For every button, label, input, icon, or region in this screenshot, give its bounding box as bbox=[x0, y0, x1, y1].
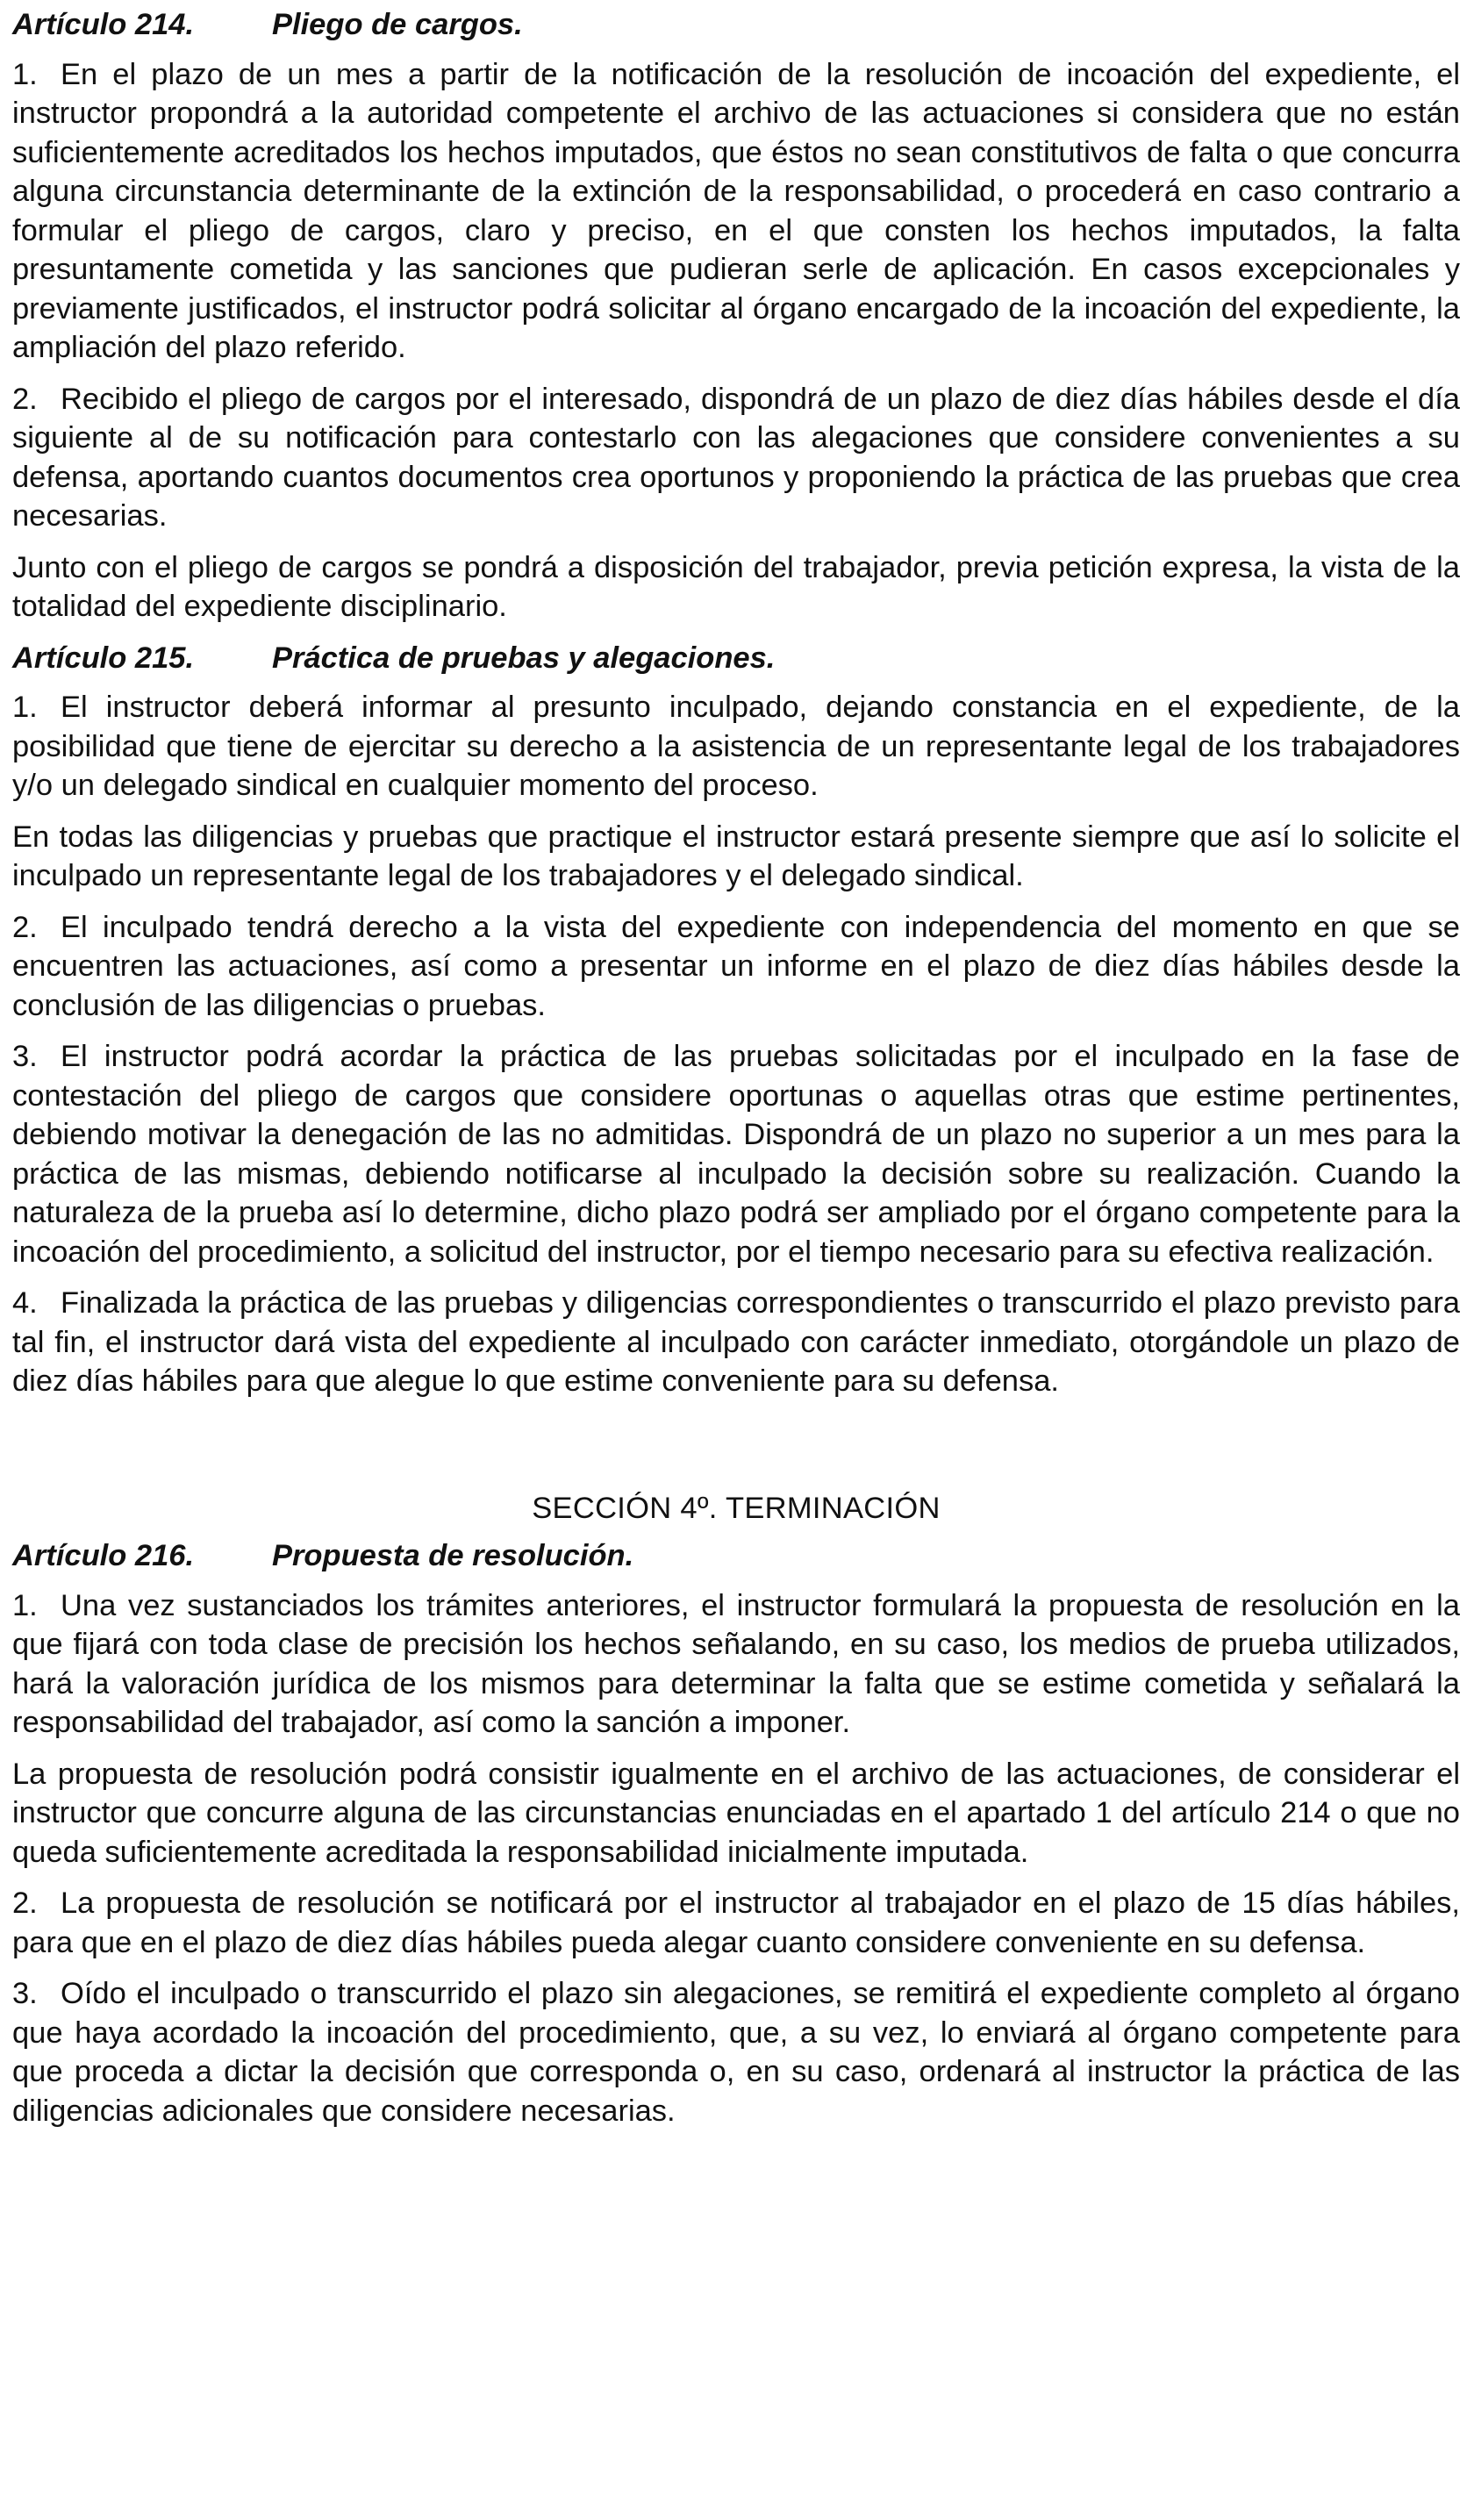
paragraph bbox=[12, 1284, 1460, 1401]
paragraph bbox=[12, 908, 1460, 1026]
paragraph bbox=[12, 1884, 1460, 1962]
paragraph bbox=[12, 1586, 1460, 1743]
article-number: Artículo 214. bbox=[12, 8, 195, 41]
paragraph-number: 2. bbox=[12, 910, 38, 944]
paragraph bbox=[12, 380, 1460, 536]
paragraph-text: La propuesta de resolución podrá consistir igualmente en el archivo de las actuaciones, de considerar el instructor que concurre alguna de las circunstancias enunciadas en el apartado 1 del artículo 214 o que no queda suficientemente acreditada la responsabilidad inicialmente imputada. bbox=[12, 1757, 1460, 1869]
article-216-heading bbox=[12, 1536, 1460, 1576]
article-title: Propuesta de resolución. bbox=[272, 1539, 634, 1572]
paragraph-number: 1. bbox=[12, 57, 38, 91]
paragraph-text: El inculpado tendrá derecho a la vista del expediente con independencia del momento en que se encuentren las actuaciones, así como a presentar un informe en el plazo de diez días hábiles desde la conclusión de las diligencias o pruebas. bbox=[12, 910, 1460, 1022]
paragraph-text: Junto con el pliego de cargos se pondrá a disposición del trabajador, previa petición expresa, la vista de la totalidad del expediente disciplinario. bbox=[12, 550, 1460, 623]
paragraph-number: 3. bbox=[12, 1977, 38, 2010]
paragraph bbox=[12, 818, 1460, 896]
article-number: Artículo 215. bbox=[12, 641, 195, 675]
paragraph-text: Una vez sustanciados los trámites anteriores, el instructor formulará la propuesta de resolución en la que fijará con toda clase de precisión los hechos señalando, en su caso, los medios de prueba utilizados, hará la valoración jurídica de los mismos para determinar la falta que se estime cometida y señalará la responsabilidad del trabajador, así como la sanción a imponer. bbox=[12, 1588, 1460, 1739]
paragraph bbox=[12, 548, 1460, 626]
paragraph-number: 2. bbox=[12, 382, 38, 416]
paragraph-text: En el plazo de un mes a partir de la notificación de la resolución de incoación del expediente, el instructor propondrá a la autoridad competente el archivo de las actuaciones si considera que no están suficientemente acreditados los hechos imputados, que éstos no sean constitutivos de falta o que concurra alguna circunstancia determinante de la extinción de la responsabilidad, o procederá en caso contrario a formular el pliego de cargos, claro y preciso, en el que consten los hechos imputados, la falta presuntamente cometida y las sanciones que pudieran serle de aplicación. En casos excepcionales y previamente justificados, el instructor podrá solicitar al órgano encargado de la incoación del expediente, la ampliación del plazo referido. bbox=[12, 57, 1460, 364]
paragraph bbox=[12, 1037, 1460, 1271]
paragraph-text: La propuesta de resolución se notificará por el instructor al trabajador en el plazo de 15 días hábiles, para que en el plazo de diez días hábiles pueda alegar cuanto considere conveniente en su defensa. bbox=[12, 1886, 1460, 1959]
paragraph-text: En todas las diligencias y pruebas que practique el instructor estará presente siempre que así lo solicite el inculpado un representante legal de los trabajadores y el delegado sindical. bbox=[12, 820, 1460, 892]
article-title: Práctica de pruebas y alegaciones. bbox=[272, 641, 776, 675]
section-title: SECCIÓN 4º. TERMINACIÓN bbox=[532, 1491, 941, 1525]
article-215-heading bbox=[12, 639, 1460, 678]
paragraph-text: Oído el inculpado o transcurrido el plazo sin alegaciones, se remitirá el expediente completo al órgano que haya acordado la incoación del procedimiento, que, a su vez, lo enviará al órgano competente para que proceda a dictar la decisión que corresponda o, en su caso, ordenará al instructor la práctica de las diligencias adicionales que considere necesarias. bbox=[12, 1977, 1460, 2128]
paragraph bbox=[12, 55, 1460, 368]
paragraph-text: Recibido el pliego de cargos por el interesado, dispondrá de un plazo de diez días hábiles desde el día siguiente al de su notificación para contestarlo con las alegaciones que considere convenientes a su defensa, aportando cuantos documentos crea oportunos y proponiendo la práctica de las pruebas que crea necesarias. bbox=[12, 382, 1460, 533]
paragraph-text: Finalizada la práctica de las pruebas y diligencias correspondientes o transcurrido el plazo previsto para tal fin, el instructor dará vista del expediente al inculpado con carácter inmediato, otorgándole un plazo de diez días hábiles para que alegue lo que estime conveniente para su defensa. bbox=[12, 1286, 1460, 1398]
paragraph-number: 3. bbox=[12, 1040, 38, 1073]
paragraph bbox=[12, 1755, 1460, 1872]
paragraph-number: 2. bbox=[12, 1886, 38, 1920]
paragraph bbox=[12, 1974, 1460, 2130]
article-number: Artículo 216. bbox=[12, 1539, 195, 1572]
article-title: Pliego de cargos. bbox=[272, 8, 523, 41]
article-214-heading bbox=[12, 5, 1460, 45]
paragraph-number: 1. bbox=[12, 1588, 38, 1622]
paragraph-number: 4. bbox=[12, 1286, 38, 1320]
paragraph-text: El instructor deberá informar al presunto inculpado, dejando constancia en el expediente, de la posibilidad que tiene de ejercitar su derecho a la asistencia de un representante legal de los trabajadores y/o un delegado sindical en cualquier momento del proceso. bbox=[12, 691, 1460, 802]
paragraph-number: 1. bbox=[12, 691, 38, 724]
paragraph bbox=[12, 688, 1460, 805]
paragraph-text: El instructor podrá acordar la práctica de las pruebas solicitadas por el inculpado en la fase de contestación del pliego de cargos que considere oportunas o aquellas otras que estime pertinentes, debiendo motivar la denegación de las no admitidas. Dispondrá de un plazo no superior a un mes para la práctica de las mismas, debiendo notificarse al inculpado la decisión sobre su realización. Cuando la naturaleza de la prueba así lo determine, dicho plazo podrá ser ampliado por el órgano competente para la incoación del procedimiento, a solicitud del instructor, por el tiempo necesario para su efectiva realización. bbox=[12, 1040, 1460, 1269]
document-page bbox=[12, 5, 1460, 2143]
